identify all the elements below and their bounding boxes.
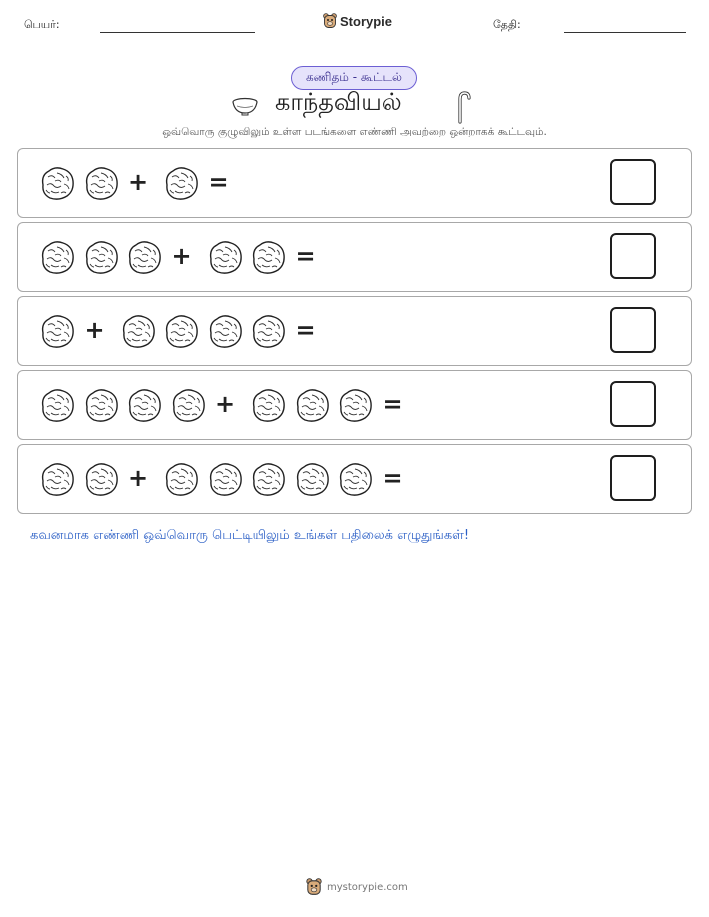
magnetite-rock-icon <box>81 163 121 203</box>
page-title: காந்தவியல் <box>275 88 402 116</box>
footer-note: கவனமாக எண்ணி ஒவ்வொரு பெட்டியிலும் உங்கள் பதிலைக் எழுதுங்கள்! <box>30 528 470 543</box>
magnetite-rock-icon <box>248 311 288 351</box>
bowl-icon <box>231 96 259 116</box>
problem-row <box>17 148 692 218</box>
magnetite-rock-icon <box>81 237 121 277</box>
magnetite-rock-icon <box>81 459 121 499</box>
answer-box[interactable] <box>610 159 656 205</box>
magnetite-rock-icon <box>124 237 164 277</box>
plus-sign: + <box>128 168 149 196</box>
magnetite-rock-icon <box>205 459 245 499</box>
plus-sign: + <box>84 316 105 344</box>
magnetite-rock-icon <box>124 385 164 425</box>
answer-box[interactable] <box>610 381 656 427</box>
brand-logo <box>323 13 392 29</box>
equals-sign: = <box>295 242 316 270</box>
cane-icon <box>455 90 471 124</box>
name-field[interactable] <box>100 32 255 33</box>
plus-sign: + <box>128 464 149 492</box>
footer-brand <box>306 878 408 896</box>
magnetite-rock-icon <box>161 311 201 351</box>
problem-row <box>17 296 692 366</box>
magnetite-rock-icon <box>37 311 77 351</box>
footer-url: mystorypie.com <box>327 881 408 893</box>
magnetite-rock-icon <box>37 163 77 203</box>
answer-box[interactable] <box>610 307 656 353</box>
equals-sign: = <box>382 390 403 418</box>
answer-box[interactable] <box>610 233 656 279</box>
topic-tag: கணிதம் - கூட்டல் <box>291 66 417 90</box>
name-label: பெயர்: <box>24 18 60 31</box>
date-label: தேதி: <box>493 18 521 31</box>
plus-sign: + <box>215 390 236 418</box>
magnetite-rock-icon <box>161 163 201 203</box>
magnetite-rock-icon <box>248 237 288 277</box>
equals-sign: = <box>208 168 229 196</box>
magnetite-rock-icon <box>248 385 288 425</box>
magnetite-rock-icon <box>118 311 158 351</box>
bear-mascot-icon <box>323 13 337 29</box>
problem-row <box>17 222 692 292</box>
date-field[interactable] <box>564 32 686 33</box>
magnetite-rock-icon <box>335 385 375 425</box>
magnetite-rock-icon <box>37 237 77 277</box>
magnetite-rock-icon <box>161 459 201 499</box>
answer-box[interactable] <box>610 455 656 501</box>
magnetite-rock-icon <box>168 385 208 425</box>
equals-sign: = <box>382 464 403 492</box>
magnetite-rock-icon <box>205 237 245 277</box>
brand-name: Storypie <box>340 13 393 29</box>
magnetite-rock-icon <box>292 385 332 425</box>
magnetite-rock-icon <box>81 385 121 425</box>
equals-sign: = <box>295 316 316 344</box>
problem-row <box>17 444 692 514</box>
plus-sign: + <box>171 242 192 270</box>
magnetite-rock-icon <box>292 459 332 499</box>
magnetite-rock-icon <box>37 385 77 425</box>
bear-mascot-icon <box>306 878 322 896</box>
magnetite-rock-icon <box>37 459 77 499</box>
magnetite-rock-icon <box>205 311 245 351</box>
magnetite-rock-icon <box>335 459 375 499</box>
worksheet-header <box>0 0 709 50</box>
magnetite-rock-icon <box>248 459 288 499</box>
title-row <box>0 88 709 124</box>
problem-row <box>17 370 692 440</box>
instruction-text: ஒவ்வொரு குழுவிலும் உள்ள படங்களை எண்ணி அவற்றை ஒன்றாகக் கூட்டவும். <box>162 126 547 138</box>
